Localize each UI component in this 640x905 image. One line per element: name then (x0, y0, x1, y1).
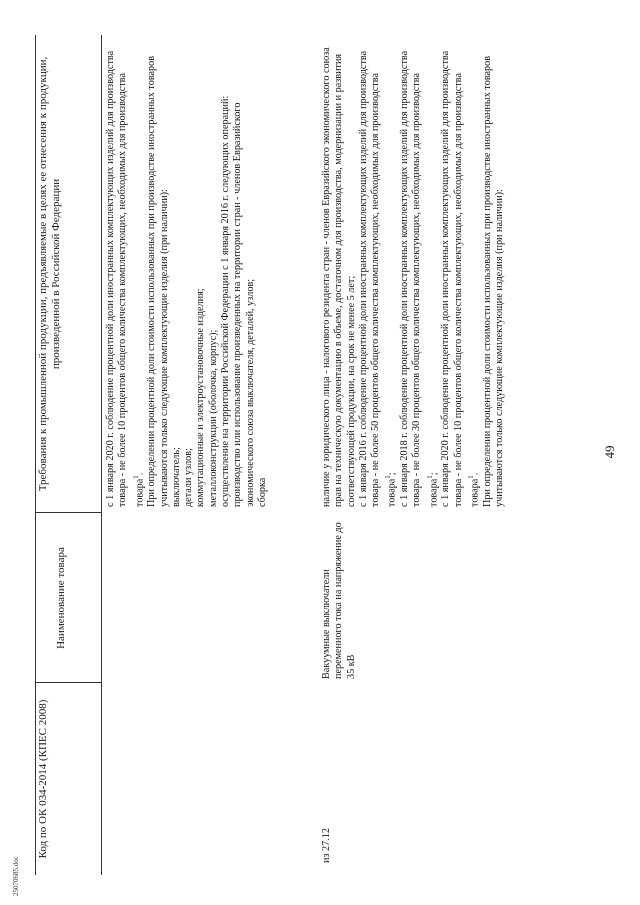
table-top-border (35, 35, 36, 875)
req2-line-3: с 1 января 2020 г. соблюдение процентной доли иностранных комплектующих изделий для производства товара - не более 10 процентов общего количества комплектующих, необходимых для производства товара$^1$. (440, 50, 481, 507)
req1-line-6: осуществление на территории Российской Федерации с 1 января 2016 г. следующих операций: (220, 95, 232, 507)
product-name-cell: Вакуумные выключатели переменного тока на напряжение до 35 кВ (321, 522, 357, 679)
req2-line-4: При определении процентной доли стоимости использованных при производстве иностранных товаров учитываются только следующие комплектующие изделия (при наличии): (481, 55, 506, 507)
req1-line-1: При определении процентной доли стоимости использованных при производстве иностранных товаров учитываются только следующие комплектующие изделия (при наличии): (146, 55, 170, 507)
code-cell: из 27.12 (321, 828, 332, 863)
document-code: 25070685.doc (12, 856, 20, 896)
header-requirements: Требования к промышленной продукции, предъявляемые в целях ее отнесения к продукции, произведенной в Российской Федерации (37, 56, 62, 492)
requirements-cell-1 (105, 39, 269, 507)
page-number: 49 (602, 445, 617, 459)
rotated-table (35, 35, 597, 875)
req1-line-3: детали узлов; (183, 448, 195, 507)
req2-line-2: с 1 января 2018 г. соблюдение процентной доли иностранных комплектующих изделий для производства товара - не более 30 процентов общего количества комплектующих, необходимых для производства товара$^1$; (399, 50, 440, 507)
requirements-cell-2 (321, 39, 506, 507)
req1-line-8: сборка (256, 477, 268, 507)
header-code: Код по ОК 034-2014 (КПЕС 2008) (37, 699, 49, 859)
req1-line-0: с 1 января 2020 г. соблюдение процентной доли иностранных комплектующих изделий для производства товара - не более 10 процентов общего количества комплектующих, необходимых для производства товара$^1$. (105, 50, 145, 507)
req2-line-0: наличие у юридического лица - налогового резидента стран - членов Евразийского экономического союза прав на техническую документацию в объеме, достаточном для производства, модернизации и развития соответствующей продукции, на срок не менее 5 лет; (321, 47, 357, 507)
req1-line-2: выключатель; (170, 447, 182, 507)
req1-line-5: металлоконструкции (оболочка, корпус); (207, 329, 219, 507)
header-divider-1 (35, 682, 101, 683)
req1-line-4: коммутационные и электроустановочные изделия; (195, 288, 207, 507)
header-divider-2 (35, 512, 101, 513)
table-header-border (101, 35, 102, 875)
req1-line-7: производство или использование произведенных на территории стран - членов Евразийского экономического союза выключателя, деталей, узлов; (232, 102, 256, 507)
req2-line-1: с 1 января 2016 г. соблюдение процентной доли иностранных комплектующих изделий для производства товара - не более 50 процентов общего количества комплектующих, необходимых для производства товара$^1$; (357, 50, 398, 507)
header-name: Наименование товара (55, 547, 67, 649)
